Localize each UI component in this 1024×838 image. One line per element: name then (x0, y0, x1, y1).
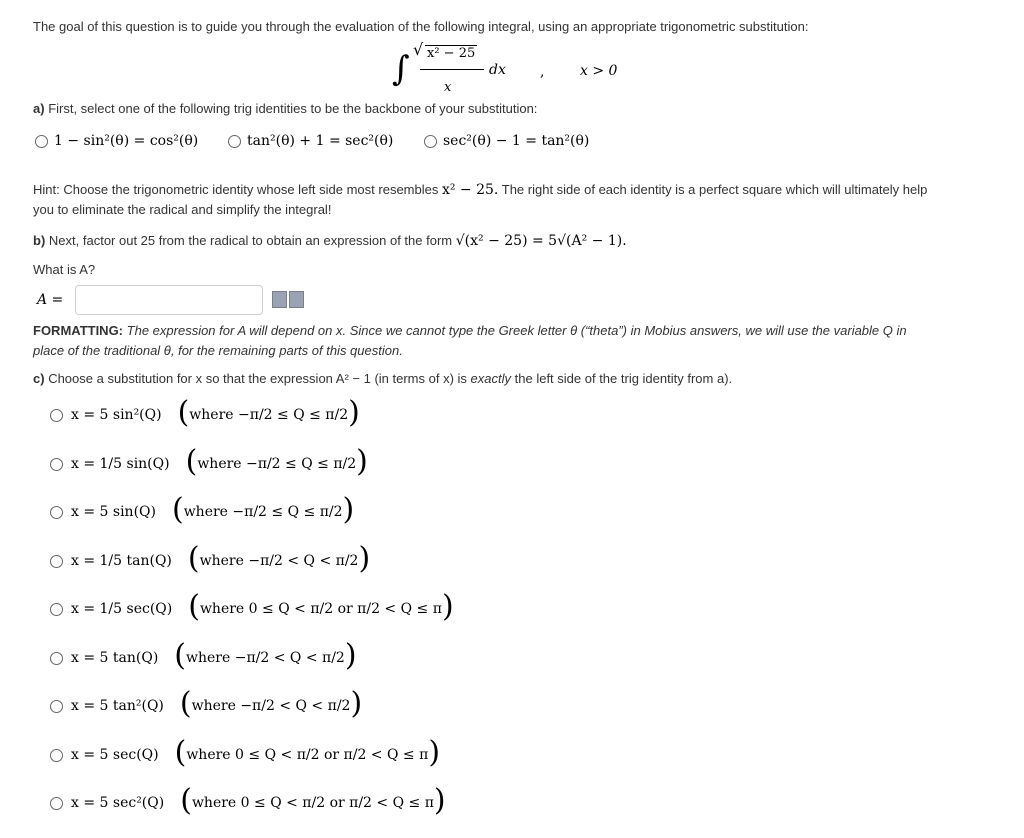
radio-substitution-7[interactable] (50, 700, 63, 713)
radio-substitution-8[interactable] (50, 749, 63, 762)
substitution-domain: where −π/2 ≤ Q ≤ π/2 (189, 407, 349, 423)
substitution-option-5[interactable]: x = 1/5 sec(Q) ( where 0 ≤ Q < π/2 or π/2 < Q ≤ π ) (50, 591, 454, 627)
substitution-expression: x = 5 sin(Q) (71, 504, 156, 520)
radio-substitution-5[interactable] (50, 603, 63, 616)
integral-sign: ∫ (392, 49, 410, 89)
substitution-expression: x = 5 sec²(Q) (71, 795, 165, 811)
radio-substitution-6[interactable] (50, 652, 63, 665)
substitution-expression: x = 5 sec(Q) (71, 747, 159, 763)
substitution-domain: where −π/2 < Q < π/2 (199, 553, 359, 569)
substitution-domain: where 0 ≤ Q < π/2 or π/2 < Q ≤ π (199, 601, 442, 617)
radical-sign: √ (413, 40, 424, 59)
substitution-domain: where 0 ≤ Q < π/2 or π/2 < Q ≤ π (186, 747, 429, 763)
formatting-line-2: place of the traditional θ, for the remaining parts of this question. (33, 343, 403, 358)
substitution-option-9[interactable]: x = 5 sec²(Q) ( where 0 ≤ Q < π/2 or π/2 < Q ≤ π ) (50, 785, 446, 821)
formatting-line-1: FORMATTING: The expression for A will depend on x. Since we cannot type the Greek letter θ (“theta”) in Mobius answers, we will use the variable Q in (33, 323, 907, 338)
hint-line-1: Hint: Choose the trigonometric identity whose left side most resembles x² − 25. The right side of each identity is a perfect square which will ultimately help (33, 182, 928, 198)
integral-sqrt-content: x² − 25 (427, 46, 476, 61)
radio-identity-2[interactable] (228, 135, 241, 148)
substitution-expression: x = 1/5 sec(Q) (71, 601, 173, 617)
part-b-expression: √(x² − 25) = 5√(A² − 1). (455, 233, 627, 249)
substitution-expression: x = 5 sin²(Q) (71, 407, 162, 423)
answer-label: A = (37, 292, 64, 308)
substitution-domain: where −π/2 < Q < π/2 (186, 650, 345, 666)
substitution-expression: x = 5 tan(Q) (71, 650, 159, 666)
substitution-option-1[interactable]: x = 5 sin²(Q) ( where −π/2 ≤ Q ≤ π/2 ) (50, 397, 360, 433)
substitution-option-6[interactable]: x = 5 tan(Q) ( where −π/2 < Q < π/2 ) (50, 640, 357, 676)
substitution-option-3[interactable]: x = 5 sin(Q) ( where −π/2 ≤ Q ≤ π/2 ) (50, 494, 354, 530)
substitution-domain: where −π/2 ≤ Q ≤ π/2 (183, 504, 343, 520)
identity-option-2[interactable] (228, 133, 393, 149)
substitution-domain: where 0 ≤ Q < π/2 or π/2 < Q ≤ π (191, 795, 434, 811)
answer-input-A[interactable] (75, 285, 263, 315)
identity-option-label: tan²(θ) + 1 = sec²(θ) (247, 133, 394, 149)
substitution-option-8[interactable]: x = 5 sec(Q) ( where 0 ≤ Q < π/2 or π/2 < Q ≤ π ) (50, 737, 440, 773)
substitution-option-4[interactable]: x = 1/5 tan(Q) ( where −π/2 < Q < π/2 ) (50, 543, 370, 579)
part-b-question: What is A? (33, 262, 96, 277)
substitution-expression: x = 1/5 tan(Q) (71, 553, 172, 569)
substitution-domain: where −π/2 < Q < π/2 (191, 698, 351, 714)
identity-option-label: sec²(θ) − 1 = tan²(θ) (443, 133, 590, 149)
integral-comma: , (540, 64, 545, 80)
identity-option-3[interactable] (424, 133, 589, 149)
substitution-expression: x = 5 tan²(Q) (71, 698, 164, 714)
substitution-option-2[interactable]: x = 1/5 sin(Q) ( where −π/2 ≤ Q ≤ π/2 ) (50, 446, 368, 482)
substitution-domain: where −π/2 ≤ Q ≤ π/2 (197, 456, 357, 472)
radio-substitution-9[interactable] (50, 797, 63, 810)
part-b-prompt: b) Next, factor out 25 from the radical to obtain an expression of the form √(x² − 25) = 5√(A² − 1). (33, 233, 627, 249)
equation-editor-icon[interactable] (272, 291, 287, 308)
radio-substitution-4[interactable] (50, 555, 63, 568)
identity-option-1[interactable] (35, 133, 198, 149)
integral-denominator: x (444, 80, 452, 95)
integral-differential: dx (489, 62, 506, 78)
symbol-editor-icon[interactable] (289, 291, 304, 308)
radio-substitution-3[interactable] (50, 506, 63, 519)
part-c-prompt: c) Choose a substitution for x so that the expression A² − 1 (in terms of x) is exactly the left side of the trig identity from a). (33, 371, 733, 386)
intro-text: The goal of this question is to guide you through the evaluation of the following integral, using an appropriate trigonometric substitution: (33, 19, 809, 34)
substitution-expression: x = 1/5 sin(Q) (71, 456, 170, 472)
hint-line-2: you to eliminate the radical and simplify the integral! (33, 202, 332, 217)
radio-identity-3[interactable] (424, 135, 437, 148)
identity-option-label: 1 − sin²(θ) = cos²(θ) (54, 133, 199, 149)
part-a-prompt: a) First, select one of the following trig identities to be the backbone of your substitution: (33, 101, 538, 116)
substitution-option-7[interactable]: x = 5 tan²(Q) ( where −π/2 < Q < π/2 ) (50, 688, 362, 724)
radio-substitution-1[interactable] (50, 409, 63, 422)
radio-substitution-2[interactable] (50, 458, 63, 471)
integral-condition: x > 0 (580, 63, 618, 79)
radio-identity-1[interactable] (35, 135, 48, 148)
fraction-bar (420, 69, 484, 70)
